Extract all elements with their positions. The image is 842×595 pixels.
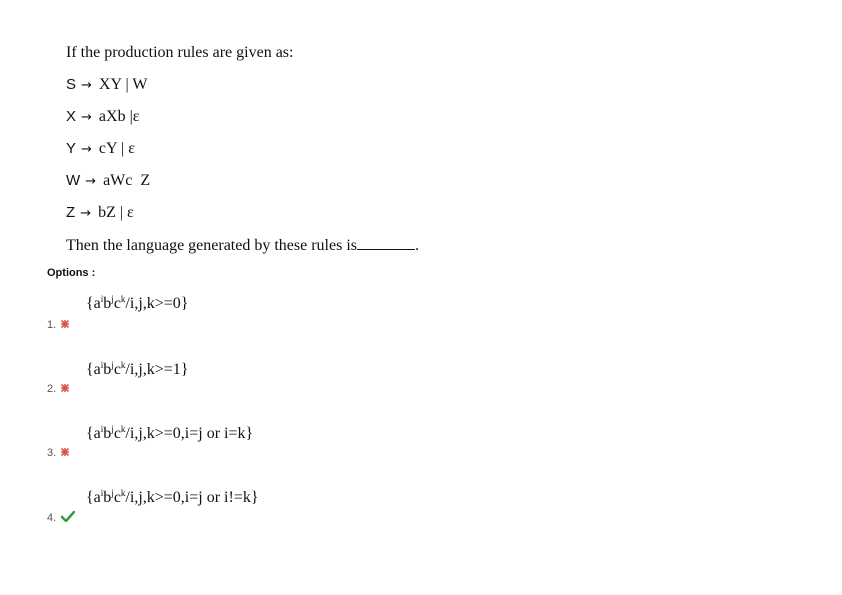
- option-text-part: /i,j,k>=1}: [125, 361, 189, 378]
- option-sup: i: [100, 488, 104, 498]
- option-number-label: 1.: [47, 319, 57, 331]
- arrow-icon: →: [80, 206, 92, 221]
- production-rule: [66, 75, 147, 96]
- option-sup: k: [120, 488, 126, 498]
- question-intro: If the production rules are given as:: [66, 44, 294, 61]
- option-text: [86, 360, 188, 380]
- option-number: [47, 383, 69, 395]
- cross-icon: [61, 383, 69, 395]
- question-outro: [66, 235, 419, 256]
- option-number: [47, 511, 75, 525]
- rule-lhs: Z: [66, 204, 76, 221]
- option-text-part: /i,j,k>=0,i=j or i!=k}: [125, 489, 259, 506]
- production-rule: [66, 139, 135, 160]
- production-rule: [66, 171, 150, 192]
- option-number: [47, 447, 69, 459]
- rule-lhs: S: [66, 76, 77, 93]
- arrow-icon: →: [85, 174, 97, 189]
- option-sup: i: [100, 294, 104, 304]
- option-text-part: {a: [86, 489, 101, 506]
- option-sup: j: [111, 424, 114, 434]
- question-outro-text: Then the language generated by these rules is: [66, 237, 357, 254]
- cross-icon: [61, 319, 69, 331]
- check-icon: [61, 511, 75, 525]
- option-text-part: b: [103, 425, 112, 442]
- option-number: [47, 319, 69, 331]
- arrow-icon: →: [81, 110, 92, 125]
- option-sup: j: [111, 294, 114, 304]
- option-text-part: /i,j,k>=0,i=j or i=k}: [125, 425, 254, 442]
- answer-blank: [357, 235, 415, 250]
- rule-rhs: aWc Z: [103, 172, 151, 189]
- option-text-part: b: [103, 489, 112, 506]
- question-outro-end: .: [415, 237, 419, 254]
- option-text-part: b: [103, 361, 112, 378]
- option-text-part: c: [113, 295, 121, 312]
- rule-lhs: Y: [66, 140, 77, 157]
- rule-rhs: XY | W: [98, 76, 148, 93]
- rule-rhs: cY | ε: [98, 140, 135, 157]
- production-rule: [66, 203, 134, 224]
- option-text: [86, 488, 259, 508]
- option-number-label: 4.: [47, 511, 57, 524]
- option-text-part: /i,j,k>=0}: [125, 295, 189, 312]
- option-sup: k: [120, 294, 126, 304]
- option-text-part: c: [113, 361, 121, 378]
- option-text-part: c: [113, 489, 121, 506]
- cross-icon: [61, 447, 69, 459]
- option-sup: i: [100, 424, 104, 434]
- option-text-part: {a: [86, 425, 101, 442]
- rule-rhs: aXb |ε: [98, 108, 140, 125]
- option-sup: i: [100, 360, 104, 370]
- production-rule: [66, 107, 140, 128]
- option-text: [86, 294, 188, 314]
- option-text-part: b: [103, 295, 112, 312]
- option-text-part: {a: [86, 361, 101, 378]
- option-text: [86, 424, 253, 444]
- option-number-label: 2.: [47, 383, 57, 395]
- option-sup: j: [111, 360, 114, 370]
- option-text-part: {a: [86, 295, 101, 312]
- option-text-part: c: [113, 425, 121, 442]
- option-number-label: 3.: [47, 447, 57, 459]
- rule-rhs: bZ | ε: [98, 204, 134, 221]
- rule-lhs: W: [66, 172, 81, 189]
- options-label: Options :: [47, 267, 96, 279]
- option-sup: k: [120, 360, 126, 370]
- rule-lhs: X: [66, 108, 77, 125]
- arrow-icon: →: [81, 78, 92, 93]
- option-sup: k: [120, 424, 126, 434]
- arrow-icon: →: [81, 142, 92, 157]
- option-sup: j: [111, 488, 114, 498]
